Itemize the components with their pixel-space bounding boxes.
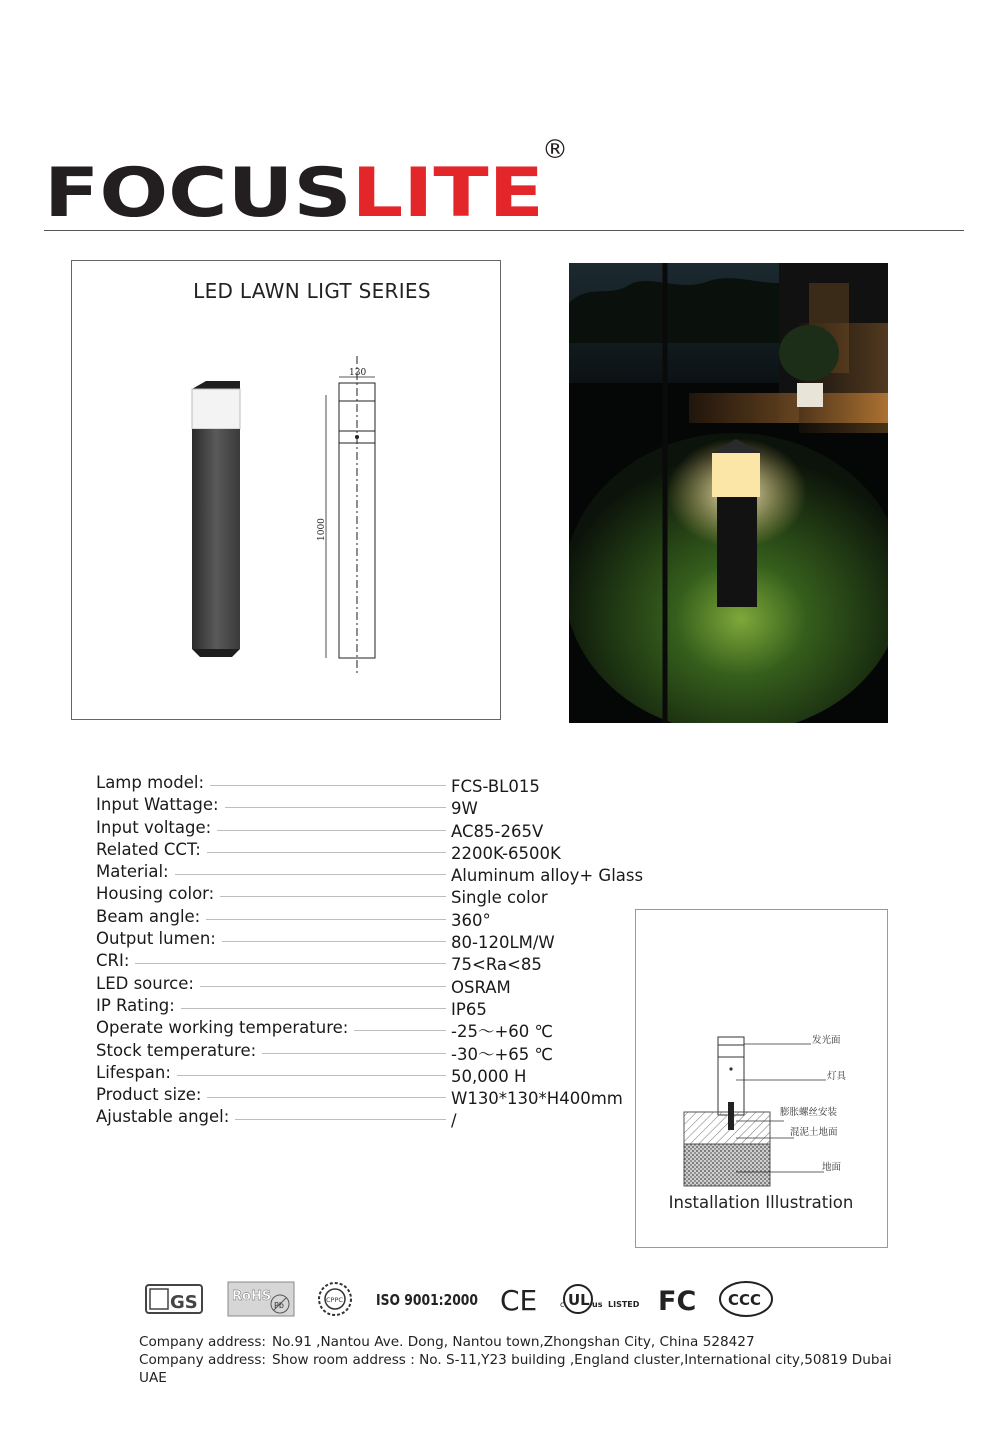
spec-value: -30～+65 ℃	[451, 1044, 554, 1064]
ul-mark-icon	[560, 1285, 640, 1313]
logo-red-part: LITE	[351, 154, 514, 230]
spec-value: 9W	[451, 799, 478, 819]
spec-table	[96, 772, 656, 1129]
spec-row	[96, 1084, 656, 1109]
spec-label: Product size:	[96, 1084, 207, 1106]
spec-row	[96, 839, 656, 861]
spec-row	[96, 906, 656, 928]
spec-label: Ajustable angel:	[96, 1106, 235, 1128]
spec-label: Lamp model:	[96, 772, 210, 794]
installation-diagram	[676, 1022, 856, 1192]
address-label: Company address:	[139, 1352, 266, 1368]
iso-mark: ISO 9001:2000	[376, 1291, 478, 1309]
spec-row	[96, 794, 656, 819]
spec-value: Aluminum alloy+ Glass	[451, 866, 644, 886]
spec-value: Single color	[451, 888, 548, 908]
spec-value: 2200K-6500K	[451, 843, 561, 863]
spec-row	[96, 950, 656, 975]
installation-panel	[635, 909, 888, 1248]
spec-label: Operate working temperature:	[96, 1017, 354, 1039]
dim-height: 1000	[317, 518, 327, 541]
label-fixture: 灯具	[827, 1071, 847, 1082]
technical-drawing	[302, 351, 402, 681]
spec-value: 75<Ra<85	[451, 955, 542, 975]
address-line-1	[139, 1333, 919, 1351]
fcc-mark: FC	[658, 1286, 697, 1317]
label-concrete: 混泥土地面	[790, 1127, 838, 1138]
spec-value: 50,000 H	[451, 1066, 527, 1086]
spec-value: 80-120LM/W	[451, 933, 555, 953]
spec-label: Output lumen:	[96, 928, 222, 950]
product-drawing-panel	[71, 260, 501, 720]
spec-row	[96, 995, 656, 1017]
spec-label: Input voltage:	[96, 817, 217, 839]
spec-row	[96, 817, 656, 839]
logo-dark-part: FOCUS	[44, 154, 303, 230]
spec-value: IP65	[451, 999, 487, 1019]
spec-row	[96, 1017, 656, 1042]
spec-label: Beam angle:	[96, 906, 206, 928]
spec-label: CRI:	[96, 950, 135, 972]
cppc-mark-icon	[319, 1283, 351, 1315]
ccc-label: CCC	[728, 1291, 762, 1309]
spec-value: AC85-265V	[451, 821, 544, 841]
spec-value: W130*130*H400mm	[451, 1089, 623, 1109]
pb-label: Pb	[274, 1301, 284, 1310]
company-address-footer	[139, 1333, 919, 1387]
installation-caption: Installation Illustration	[668, 1193, 854, 1212]
spec-row	[96, 883, 656, 908]
spec-label: Related CCT:	[96, 839, 207, 861]
spec-value: /	[451, 1111, 457, 1131]
ul-c-label: c	[560, 1300, 565, 1309]
spec-row	[96, 973, 656, 995]
night-garden-photo	[569, 263, 888, 723]
spec-row	[96, 1062, 656, 1084]
spec-row	[96, 1106, 656, 1131]
focuslite-logo	[44, 130, 584, 230]
logo-text	[44, 154, 544, 230]
address-label: Company address:	[139, 1334, 266, 1350]
address-text: No.91 ,Nantou Ave. Dong, Nantou town,Zhongshan City, China 528427	[271, 1334, 755, 1350]
spec-value: -25～+60 ℃	[451, 1022, 554, 1042]
dim-width: 130	[349, 368, 367, 378]
ul-label: UL	[568, 1291, 590, 1309]
rohs-mark-icon	[228, 1282, 294, 1316]
ul-us-label: us	[592, 1300, 603, 1309]
spec-row	[96, 861, 656, 886]
certification-logos	[140, 1278, 840, 1320]
spec-label: Stock temperature:	[96, 1040, 262, 1062]
ccc-mark-icon	[720, 1282, 772, 1316]
spec-label: IP Rating:	[96, 995, 181, 1017]
product-series-title: LED LAWN LIGT SERIES	[193, 279, 431, 303]
label-emitting-face: 发光面	[812, 1035, 841, 1046]
spec-label: Housing color:	[96, 883, 220, 905]
spec-label: Lifespan:	[96, 1062, 177, 1084]
spec-row	[96, 928, 656, 953]
header-divider	[44, 230, 964, 231]
spec-label: LED source:	[96, 973, 200, 995]
rohs-label: RoHS	[232, 1289, 272, 1304]
label-ground: 地面	[822, 1162, 842, 1173]
spec-label: Material:	[96, 861, 175, 883]
product-render-image	[182, 381, 272, 661]
cppc-label: CPPC	[326, 1296, 343, 1304]
spec-leader-line	[96, 963, 446, 964]
spec-value: FCS-BL015	[451, 777, 540, 796]
registered-mark: ®	[542, 135, 568, 165]
spec-value: 360°	[451, 910, 491, 930]
spec-label: Input Wattage:	[96, 794, 225, 816]
label-expansion-bolt: 膨胀螺丝安装	[780, 1107, 838, 1118]
spec-row	[96, 772, 656, 794]
address-line-2	[139, 1351, 919, 1387]
ul-listed-label: LISTED	[608, 1300, 640, 1309]
spec-row	[96, 1040, 656, 1062]
gs-label: GS	[170, 1292, 198, 1313]
address-text: Show room address : No. S-11,Y23 building ,England cluster,International city,50819 Dubai UAE	[139, 1352, 892, 1386]
spec-value: OSRAM	[451, 977, 511, 997]
ce-mark: CE	[500, 1284, 538, 1317]
gs-mark-icon	[146, 1285, 202, 1313]
